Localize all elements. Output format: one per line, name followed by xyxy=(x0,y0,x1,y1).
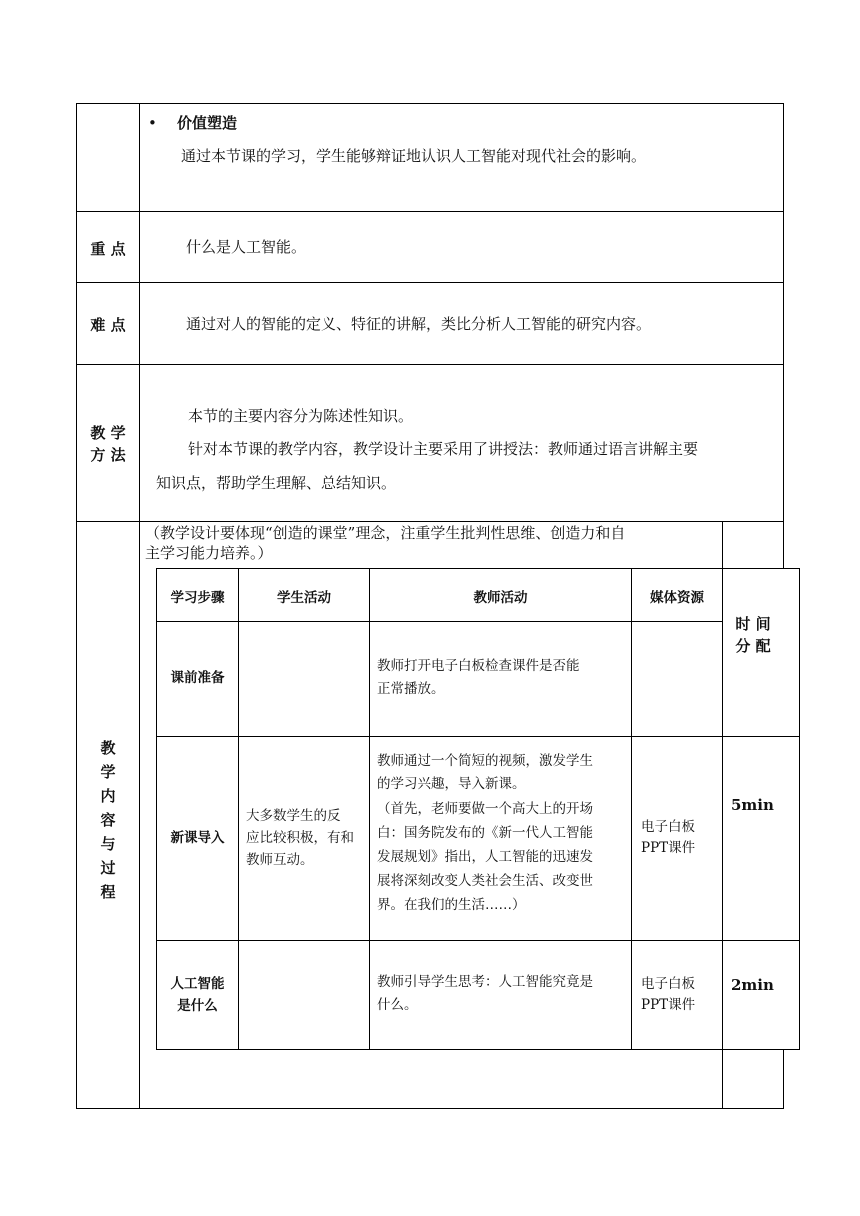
intro-teacher-line3: （首先，老师要做一个高大上的开场 xyxy=(377,801,593,817)
process-label-char: 学 xyxy=(100,763,116,781)
ai-teacher-line2: 什么。 xyxy=(377,997,418,1013)
ai-step-line1: 人工智能 xyxy=(170,976,225,992)
method-label-line2: 方 法 xyxy=(90,446,126,464)
intro-media-line2: PPT课件 xyxy=(641,840,696,856)
outer-right-border xyxy=(783,103,784,522)
ai-teacher-line1: 教师引导学生思考：人工智能究竟是 xyxy=(377,974,593,990)
intro-teacher-line1: 教师通过一个简短的视频，激发学生 xyxy=(377,753,593,769)
row-divider-1 xyxy=(76,211,784,212)
process-label-char: 过 xyxy=(100,859,116,877)
method-para2-line2: 知识点，帮助学生理解、总结知识。 xyxy=(156,474,397,492)
process-label-char: 内 xyxy=(100,787,116,805)
header-media: 媒体资源 xyxy=(650,590,704,606)
values-row xyxy=(148,112,157,134)
process-label-char: 容 xyxy=(100,811,116,829)
outer-right-border-lower xyxy=(783,522,784,568)
intro-teacher-line4: 白：国务院发布的《新一代人工智能 xyxy=(377,825,593,841)
intro-student-line1: 大多数学生的反 xyxy=(246,808,341,824)
intro-student-line3: 教师互动。 xyxy=(246,852,314,868)
process-label-char: 与 xyxy=(100,835,116,853)
row-divider-2 xyxy=(76,282,784,283)
intro-teacher-line2: 的学习兴趣，导入新课。 xyxy=(377,776,526,792)
ai-step-line2: 是什么 xyxy=(177,998,218,1014)
intro-student-line2: 应比较积极，有和 xyxy=(246,830,354,846)
inner-row-divider-3 xyxy=(156,940,800,941)
prep-teacher-line2: 正常播放。 xyxy=(377,681,445,697)
header-teacher: 教师活动 xyxy=(473,590,528,606)
time-header-line1: 时 间 xyxy=(735,615,771,633)
outer-right-border-bottom xyxy=(783,1049,784,1109)
outer-label-divider xyxy=(139,103,140,1109)
intro-teacher-line7: 界。在我们的生活……） xyxy=(377,897,526,913)
outer-bottom-border xyxy=(76,1108,784,1109)
time-column-divider xyxy=(722,522,723,1109)
inner-row-divider-2 xyxy=(156,736,800,737)
values-heading: 价值塑造 xyxy=(177,114,238,132)
difficult-point-text: 通过对人的智能的定义、特征的讲解，类比分析人工智能的研究内容。 xyxy=(186,315,652,333)
inner-row-divider-1 xyxy=(156,621,723,622)
intro-time: 5min xyxy=(731,796,774,814)
inner-right-border xyxy=(799,568,800,1050)
inner-top-border xyxy=(156,568,800,569)
prep-teacher-line1: 教师打开电子白板检查课件是否能 xyxy=(377,658,580,674)
outer-top-border xyxy=(76,103,784,104)
ai-time: 2min xyxy=(731,976,774,994)
inner-col-divider-3 xyxy=(631,568,632,1050)
intro-media-line1: 电子白板 xyxy=(641,819,695,835)
bullet-marker: • xyxy=(148,114,157,132)
method-para1: 本节的主要内容分为陈述性知识。 xyxy=(188,407,414,425)
ai-media-line1: 电子白板 xyxy=(641,976,695,992)
time-header-line2: 分 配 xyxy=(735,637,771,655)
header-step: 学习步骤 xyxy=(170,590,225,606)
process-label-char: 教 xyxy=(100,739,116,757)
key-point-label: 重 点 xyxy=(90,240,126,258)
row-divider-3 xyxy=(76,364,784,365)
difficult-point-label: 难 点 xyxy=(90,316,126,334)
values-text: 通过本节课的学习，学生能够辩证地认识人工智能对现代社会的影响。 xyxy=(181,147,647,165)
inner-col-divider-1 xyxy=(238,568,239,1050)
ai-media-line2: PPT课件 xyxy=(641,997,696,1013)
prep-step: 课前准备 xyxy=(170,670,225,686)
process-note-line2: 主学习能力培养。） xyxy=(145,544,273,562)
method-label-line1: 教 学 xyxy=(90,424,126,442)
method-para2-line1: 针对本节课的教学内容，教学设计主要采用了讲授法：教师通过语言讲解主要 xyxy=(188,440,699,458)
process-note-line1: （教学设计要体现“创造的课堂”理念，注重学生批判性思维、创造力和自 xyxy=(145,524,626,542)
key-point-text: 什么是人工智能。 xyxy=(186,238,307,256)
header-student: 学生活动 xyxy=(277,590,331,606)
intro-step: 新课导入 xyxy=(170,830,225,846)
intro-teacher-line6: 展将深刻改变人类社会生活、改变世 xyxy=(377,873,593,889)
inner-bottom-border xyxy=(156,1049,800,1050)
process-label xyxy=(77,736,139,904)
row-divider-4 xyxy=(76,521,784,522)
inner-col-divider-2 xyxy=(369,568,370,1050)
intro-teacher-line5: 发展规划》指出，人工智能的迅速发 xyxy=(377,849,593,865)
process-label-char: 程 xyxy=(100,883,116,901)
